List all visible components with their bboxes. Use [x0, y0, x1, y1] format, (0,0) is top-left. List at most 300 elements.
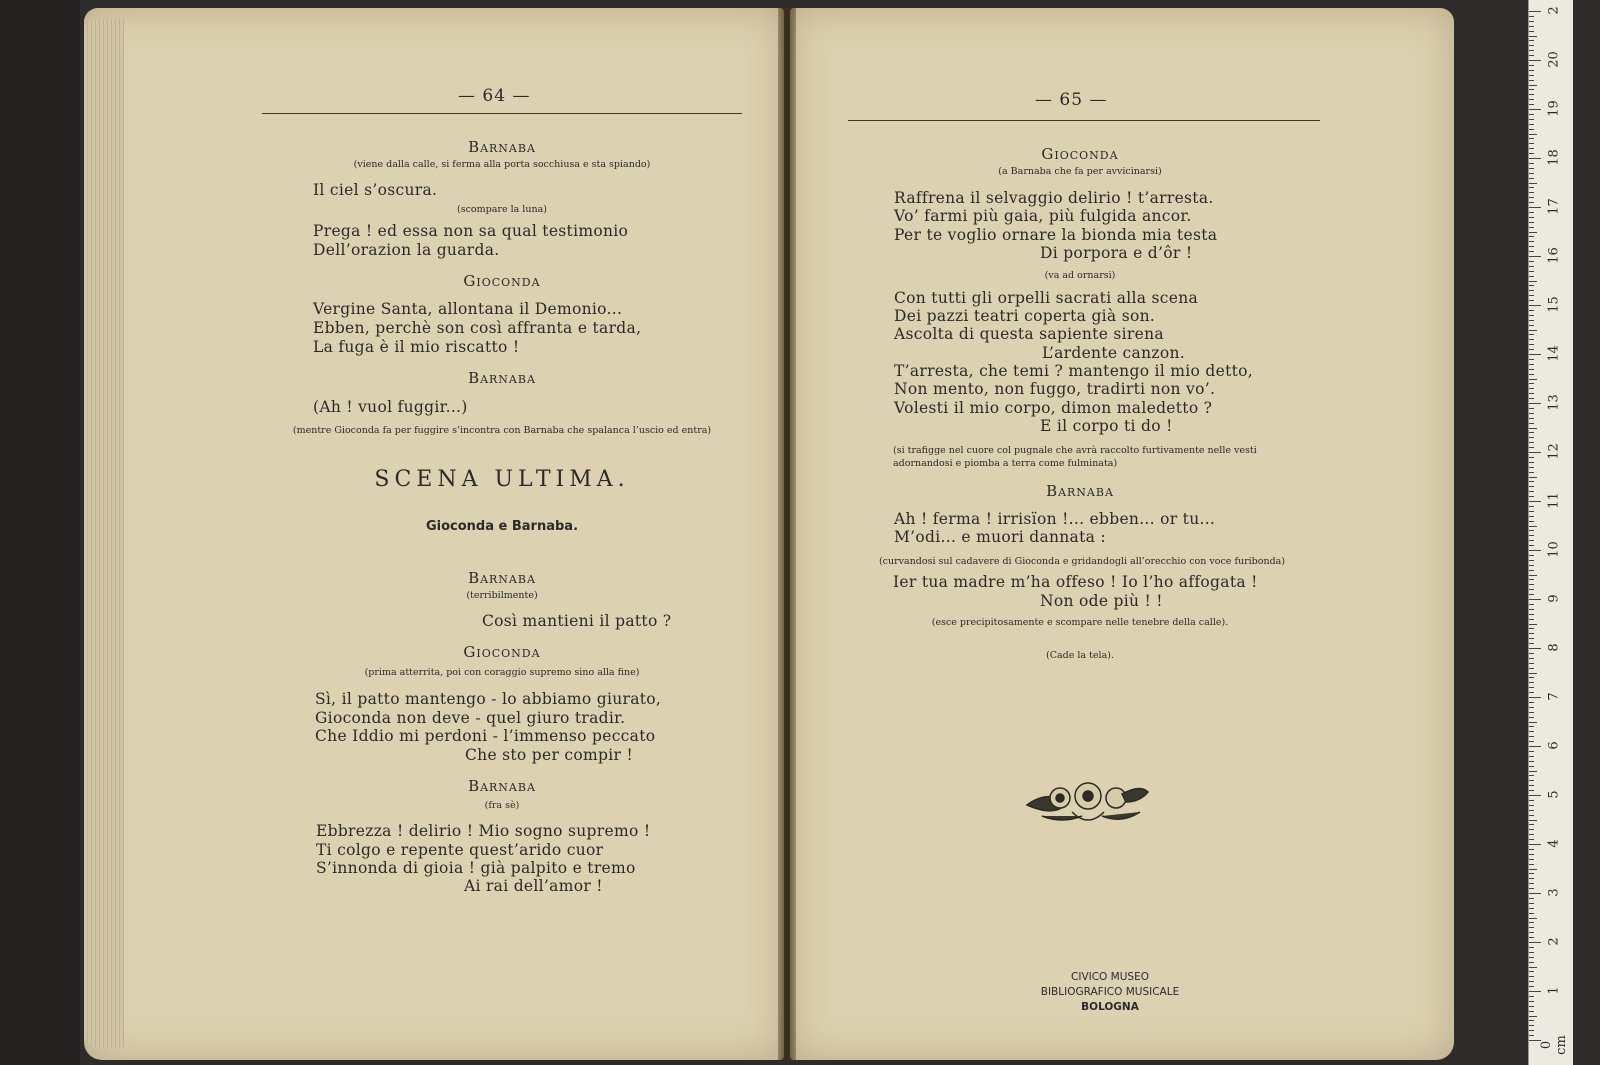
ruler-tick	[1529, 658, 1534, 659]
ruler-tick	[1529, 535, 1534, 536]
ruler-label: 1	[1546, 986, 1562, 995]
ruler-tick	[1529, 40, 1534, 41]
verse-line: Ascolta di questa sapiente sirena	[894, 325, 1164, 343]
ruler-tick	[1529, 668, 1534, 669]
ruler-tick	[1529, 261, 1534, 262]
verse-line: Vo’ farmi più gaia, più fulgida ancor.	[894, 207, 1192, 225]
ruler-tick	[1529, 506, 1534, 507]
ruler-tick	[1529, 227, 1534, 228]
verse-line: Non mento, non fuggo, tradirti non vo’.	[894, 380, 1216, 398]
ruler-tick	[1529, 31, 1534, 32]
character-name: Barnaba	[1046, 482, 1114, 500]
ruler-tick	[1529, 1016, 1537, 1017]
ruler-label: 9	[1546, 594, 1562, 603]
ruler-tick	[1529, 795, 1541, 796]
ruler-label: 20	[1546, 51, 1562, 68]
ruler-tick	[1529, 428, 1537, 429]
verse-line: Con tutti gli orpelli sacrati alla scena	[894, 289, 1199, 307]
ruler-tick	[1529, 937, 1534, 938]
ruler-tick	[1529, 624, 1537, 625]
ruler-tick	[1529, 736, 1534, 737]
ruler-tick	[1529, 85, 1537, 86]
library-stamp	[1030, 970, 1190, 1015]
ruler-tick	[1529, 437, 1534, 438]
ruler-tick	[1529, 579, 1534, 580]
ruler-tick	[1529, 75, 1534, 76]
ruler-tick	[1529, 325, 1534, 326]
ruler-tick	[1529, 70, 1534, 71]
ruler-tick	[1529, 648, 1541, 649]
ruler-tick	[1529, 481, 1534, 482]
ruler-label: 19	[1546, 100, 1562, 117]
page-number-left: — 64 —	[458, 86, 531, 106]
ruler-tick	[1529, 276, 1534, 277]
ruler-label: 11	[1546, 492, 1562, 509]
ruler-tick	[1529, 599, 1541, 600]
ruler-tick	[1529, 824, 1534, 825]
verse-line: La fuga è il mio riscatto !	[313, 338, 520, 356]
ruler-tick	[1529, 251, 1534, 252]
ruler-tick	[1529, 467, 1534, 468]
ruler-tick	[1529, 859, 1534, 860]
ruler-label: 13	[1546, 394, 1562, 411]
ruler-tick	[1529, 192, 1534, 193]
book-gutter	[778, 8, 796, 1060]
ruler-tick	[1529, 232, 1537, 233]
verse-line: T’arresta, che temi ? mantengo il mio detto,	[894, 362, 1254, 380]
ruler-tick	[1529, 903, 1534, 904]
ruler-tick	[1529, 310, 1534, 311]
ruler-tick	[1529, 462, 1534, 463]
ruler-tick	[1529, 570, 1534, 571]
ruler-tick	[1529, 839, 1534, 840]
ruler-tick	[1529, 834, 1534, 835]
ruler-tick	[1529, 344, 1534, 345]
ruler-tick	[1529, 511, 1534, 512]
ruler-label: 18	[1546, 149, 1562, 166]
ruler-tick	[1529, 967, 1537, 968]
ruler-tick	[1529, 477, 1537, 478]
ruler-tick	[1529, 129, 1534, 130]
ruler-label: 15	[1546, 296, 1562, 313]
ruler-tick	[1529, 432, 1534, 433]
ruler-tick	[1529, 878, 1534, 879]
ruler-tick	[1529, 805, 1534, 806]
verse-line: S’innonda di gioia ! già palpito e tremo	[316, 859, 636, 877]
ruler-tick	[1529, 722, 1537, 723]
ruler-tick	[1529, 379, 1537, 380]
verse-line: Così mantieni il patto ?	[482, 612, 672, 630]
ruler-tick	[1529, 104, 1534, 105]
ruler-tick	[1529, 418, 1534, 419]
ruler-tick	[1529, 501, 1541, 502]
ruler-tick	[1529, 408, 1534, 409]
ruler-tick	[1529, 633, 1534, 634]
ruler-tick	[1529, 996, 1534, 997]
ruler-tick	[1529, 981, 1534, 982]
ruler-tick	[1529, 349, 1534, 350]
ruler-tick	[1529, 119, 1534, 120]
ruler-tick	[1529, 614, 1534, 615]
ruler-tick	[1529, 330, 1537, 331]
stage-direction: (viene dalla calle, si ferma alla porta socchiusa e sta spiando)	[353, 159, 651, 170]
ruler-tick	[1529, 109, 1541, 110]
verse-line: Raffrena il selvaggio delirio ! t’arresta.	[894, 189, 1214, 207]
ruler-tick	[1529, 849, 1534, 850]
ruler-tick	[1529, 521, 1534, 522]
ruler-tick	[1529, 677, 1534, 678]
ruler-label: 5	[1546, 790, 1562, 799]
ruler-tick	[1529, 11, 1541, 12]
ruler-tick	[1529, 334, 1534, 335]
verse-line: Ti colgo e repente quest’arido cuor	[316, 841, 604, 859]
ruler-tick	[1529, 281, 1537, 282]
stamp-line: BOLOGNA	[1081, 1001, 1139, 1013]
verse-line: L’ardente canzon.	[1042, 344, 1185, 362]
ruler-tick	[1529, 153, 1534, 154]
character-name: Gioconda	[1041, 145, 1119, 163]
verse-line: (Ah ! vuol fuggir...)	[313, 398, 468, 416]
ruler-tick	[1529, 756, 1534, 757]
ruler-label: 6	[1546, 741, 1562, 750]
ruler-label: 8	[1546, 643, 1562, 652]
ruler-tick	[1529, 413, 1534, 414]
ruler-tick	[1529, 178, 1534, 179]
ruler-tick	[1529, 663, 1534, 664]
stamp-line: CIVICO MUSEO	[1071, 971, 1149, 983]
ruler-tick	[1529, 854, 1534, 855]
character-name: Barnaba	[468, 138, 536, 156]
page-number-right: — 65 —	[1035, 90, 1108, 110]
ruler-tick	[1529, 918, 1537, 919]
ruler-tick	[1529, 158, 1541, 159]
ruler-tick	[1529, 1020, 1534, 1021]
background-left	[0, 0, 80, 1065]
ruler-tick	[1529, 60, 1541, 61]
ruler-tick	[1529, 589, 1534, 590]
ruler-tick	[1529, 364, 1534, 365]
ruler-tick	[1529, 844, 1541, 845]
ruler-tick	[1529, 545, 1534, 546]
ruler-tick	[1529, 1011, 1534, 1012]
ruler-tick	[1529, 516, 1534, 517]
ruler-tick	[1529, 741, 1534, 742]
stage-direction: (fra sè)	[484, 800, 520, 811]
ruler-tick	[1529, 1035, 1534, 1036]
ruler-tick	[1529, 927, 1534, 928]
ruler-label: 7	[1546, 692, 1562, 701]
ruler-tick	[1529, 173, 1534, 174]
ruler-tick	[1529, 114, 1534, 115]
ruler-tick	[1529, 584, 1534, 585]
verse-line: M’odi... e muori dannata :	[894, 528, 1106, 546]
ruler-unit-label: 0 cm	[1539, 1035, 1569, 1055]
ruler-tick	[1529, 815, 1534, 816]
ruler-tick	[1529, 800, 1534, 801]
ruler-tick	[1529, 187, 1534, 188]
ruler-tick	[1529, 143, 1534, 144]
ruler-tick	[1529, 50, 1534, 51]
ruler-tick	[1529, 555, 1534, 556]
ruler-tick	[1529, 692, 1534, 693]
verse-line: E il corpo ti do !	[1040, 417, 1173, 435]
ruler-label: 16	[1546, 247, 1562, 264]
ruler-tick	[1529, 163, 1534, 164]
ruler-tick	[1529, 168, 1534, 169]
ruler-tick	[1529, 565, 1534, 566]
ruler-tick	[1529, 893, 1541, 894]
ruler-tick	[1529, 932, 1534, 933]
ruler-label: 17	[1546, 198, 1562, 215]
ruler-tick	[1529, 134, 1537, 135]
ruler-tick	[1529, 138, 1534, 139]
stage-direction: (scompare la luna)	[457, 204, 547, 215]
ruler-label: 14	[1546, 345, 1562, 362]
stage-direction: (a Barnaba che fa per avvicinarsi)	[998, 166, 1162, 177]
ruler-tick	[1529, 775, 1534, 776]
ruler-tick	[1529, 575, 1537, 576]
ruler-tick	[1529, 256, 1541, 257]
ruler-tick	[1529, 952, 1534, 953]
ruler-label: 3	[1546, 888, 1562, 897]
ruler-tick	[1529, 354, 1541, 355]
ruler-tick	[1529, 687, 1534, 688]
stage-direction: (si trafigge nel cuore col pugnale che avrà raccolto furtivamente nelle vesti adornandosi e piomba a terra come fulminata)	[893, 445, 1257, 469]
verse-line: Volesti il mio corpo, dimon maledetto ?	[894, 399, 1213, 417]
ruler-tick	[1529, 717, 1534, 718]
ruler-label: 2	[1546, 937, 1562, 946]
character-name: Barnaba	[468, 569, 536, 587]
ruler-tick	[1529, 628, 1534, 629]
ruler-tick	[1529, 702, 1534, 703]
ruler-tick	[1529, 452, 1541, 453]
stage-direction: (curvandosi sul cadavere di Gioconda e gridandogli all’orecchio con voce furibonda)	[878, 556, 1286, 567]
ruler-tick	[1529, 246, 1534, 247]
ruler-tick	[1529, 447, 1534, 448]
ruler-label: 4	[1546, 839, 1562, 848]
measuring-ruler	[1528, 0, 1573, 1065]
ruler-tick	[1529, 643, 1534, 644]
character-name: Barnaba	[468, 777, 536, 795]
stage-direction: (prima atterrita, poi con coraggio supremo sino alla fine)	[364, 667, 640, 678]
verse-line: Ah ! ferma ! irrisïon !... ebben... or tu...	[894, 510, 1216, 528]
ruler-tick	[1529, 222, 1534, 223]
ruler-tick	[1529, 202, 1534, 203]
ruler-tick	[1529, 491, 1534, 492]
ruler-tick	[1529, 986, 1534, 987]
ruler-tick	[1529, 285, 1534, 286]
ruler-tick	[1529, 820, 1537, 821]
ruler-tick	[1529, 266, 1534, 267]
ruler-tick	[1529, 785, 1534, 786]
ruler-tick	[1529, 403, 1541, 404]
ruler-tick	[1529, 638, 1534, 639]
ruler-tick	[1529, 300, 1534, 301]
ruler-tick	[1529, 393, 1534, 394]
ruler-tick	[1529, 947, 1534, 948]
ruler-tick	[1529, 124, 1534, 125]
verse-line: Gioconda non deve - quel giuro tradir.	[315, 709, 626, 727]
page-fore-edge	[84, 18, 124, 1048]
ruler-tick	[1529, 295, 1534, 296]
verse-line: Ebbrezza ! delirio ! Mio sogno supremo !	[316, 822, 651, 840]
ruler-tick	[1529, 1030, 1534, 1031]
ruler-tick	[1529, 957, 1534, 958]
ruler-tick	[1529, 271, 1534, 272]
verse-line: Che Iddio mi perdoni - l’immenso peccato	[315, 727, 656, 745]
ruler-label: 10	[1546, 541, 1562, 558]
ruler-tick	[1529, 305, 1541, 306]
ruler-tick	[1529, 594, 1534, 595]
verse-line: Di porpora e d’ôr !	[1040, 244, 1193, 262]
ruler-tick	[1529, 207, 1541, 208]
verse-line: Ier tua madre m’ha offeso ! Io l’ho affogata !	[893, 573, 1258, 591]
ruler-tick	[1529, 751, 1534, 752]
stage-direction: (va ad ornarsi)	[1044, 270, 1116, 281]
header-rule-right	[848, 120, 1320, 121]
ruler-tick	[1529, 359, 1534, 360]
ruler-tick	[1529, 148, 1534, 149]
ruler-tick	[1529, 398, 1534, 399]
character-name: Gioconda	[463, 643, 541, 661]
verse-line: Non ode più ! !	[1040, 592, 1163, 610]
ruler-tick	[1529, 94, 1534, 95]
ruler-tick	[1529, 922, 1534, 923]
ruler-tick	[1529, 320, 1534, 321]
ruler-tick	[1529, 746, 1541, 747]
scene-title: SCENA ULTIMA.	[374, 467, 630, 492]
verse-line: Ebben, perchè son così affranta e tarda,	[313, 319, 642, 337]
ruler-tick	[1529, 560, 1534, 561]
ruler-tick	[1529, 526, 1537, 527]
ruler-tick	[1529, 653, 1534, 654]
ruler-tick	[1529, 829, 1534, 830]
ruler-tick	[1529, 374, 1534, 375]
ruler-tick	[1529, 609, 1534, 610]
ruler-tick	[1529, 383, 1534, 384]
flower-ornament-icon	[1022, 780, 1152, 830]
verse-line: Dei pazzi teatri coperta già son.	[894, 307, 1156, 325]
ruler-tick	[1529, 726, 1534, 727]
ruler-tick	[1529, 1001, 1534, 1002]
ruler-tick	[1529, 315, 1534, 316]
verse-line: Sì, il patto mantengo - lo abbiamo giurato,	[315, 690, 662, 708]
ruler-tick	[1529, 442, 1534, 443]
ruler-tick	[1529, 712, 1534, 713]
ruler-tick	[1529, 971, 1534, 972]
ruler-tick	[1529, 236, 1534, 237]
ruler-tick	[1529, 55, 1534, 56]
ruler-tick	[1529, 217, 1534, 218]
ruler-tick	[1529, 339, 1534, 340]
ruler-tick	[1529, 790, 1534, 791]
ruler-tick	[1529, 45, 1534, 46]
ruler-tick	[1529, 36, 1537, 37]
ruler-tick	[1529, 913, 1534, 914]
ruler-tick	[1529, 1025, 1534, 1026]
ruler-tick	[1529, 1040, 1541, 1041]
ruler-tick	[1529, 810, 1534, 811]
ruler-tick	[1529, 183, 1537, 184]
ruler-tick	[1529, 883, 1534, 884]
verse-line: Il ciel s’oscura.	[313, 181, 438, 199]
ruler-tick	[1529, 707, 1534, 708]
curtain-note: (Cade la tela).	[1046, 650, 1114, 661]
character-name: Barnaba	[468, 369, 536, 387]
stage-direction: (mentre Gioconda fa per fuggire s’incontra con Barnaba che spalanca l’uscio ed entra)	[292, 425, 712, 436]
ruler-tick	[1529, 241, 1534, 242]
ruler-tick	[1529, 550, 1541, 551]
ruler-tick	[1529, 682, 1534, 683]
ruler-tick	[1529, 388, 1534, 389]
ruler-tick	[1529, 65, 1534, 66]
verse-line: Ai rai dell’amor !	[464, 877, 603, 895]
ruler-tick	[1529, 80, 1534, 81]
ruler-tick	[1529, 212, 1534, 213]
verse-line: Prega ! ed essa non sa qual testimonio	[313, 222, 629, 240]
ruler-tick	[1529, 99, 1534, 100]
ruler-tick	[1529, 457, 1534, 458]
ruler-tick	[1529, 888, 1534, 889]
ruler-tick	[1529, 423, 1534, 424]
ruler-tick	[1529, 496, 1534, 497]
verse-line: Vergine Santa, allontana il Demonio...	[313, 300, 623, 318]
ruler-label: 2	[1546, 6, 1562, 15]
ruler-tick	[1529, 540, 1534, 541]
ruler-tick	[1529, 21, 1534, 22]
ruler-tick	[1529, 731, 1534, 732]
ruler-tick	[1529, 16, 1534, 17]
ruler-tick	[1529, 619, 1534, 620]
character-name: Gioconda	[463, 272, 541, 290]
header-rule-left	[262, 113, 742, 114]
ruler-tick	[1529, 908, 1534, 909]
ruler-tick	[1529, 673, 1537, 674]
verse-line: Dell’orazion la guarda.	[313, 241, 500, 259]
verse-line: Per te voglio ornare la bionda mia testa	[894, 226, 1218, 244]
ruler-tick	[1529, 1006, 1534, 1007]
ruler-tick	[1529, 962, 1534, 963]
ruler-tick	[1529, 766, 1534, 767]
stage-direction: (esce precipitosamente e scompare nelle tenebre della calle).	[931, 617, 1229, 628]
ruler-tick	[1529, 991, 1541, 992]
ruler-label: 12	[1546, 443, 1562, 460]
ruler-tick	[1529, 898, 1534, 899]
ruler-tick	[1529, 780, 1534, 781]
ruler-tick	[1529, 869, 1537, 870]
stamp-line: BIBLIOGRAFICO MUSICALE	[1040, 986, 1180, 998]
ruler-tick	[1529, 89, 1534, 90]
ruler-tick	[1529, 486, 1534, 487]
ruler-tick	[1529, 369, 1534, 370]
ruler-tick	[1529, 530, 1534, 531]
ruler-tick	[1529, 976, 1534, 977]
ruler-tick	[1529, 290, 1534, 291]
ruler-tick	[1529, 761, 1534, 762]
ruler-tick	[1529, 873, 1534, 874]
ruler-tick	[1529, 942, 1541, 943]
ruler-tick	[1529, 864, 1534, 865]
verse-line: Che sto per compir !	[465, 746, 633, 764]
ruler-tick	[1529, 697, 1541, 698]
ruler-tick	[1529, 472, 1534, 473]
scene-persons: Gioconda e Barnaba.	[425, 519, 579, 534]
stage-direction: (terribilmente)	[466, 590, 538, 601]
ruler-tick	[1529, 771, 1537, 772]
ruler-tick	[1529, 26, 1534, 27]
ruler-tick	[1529, 197, 1534, 198]
ruler-tick	[1529, 604, 1534, 605]
